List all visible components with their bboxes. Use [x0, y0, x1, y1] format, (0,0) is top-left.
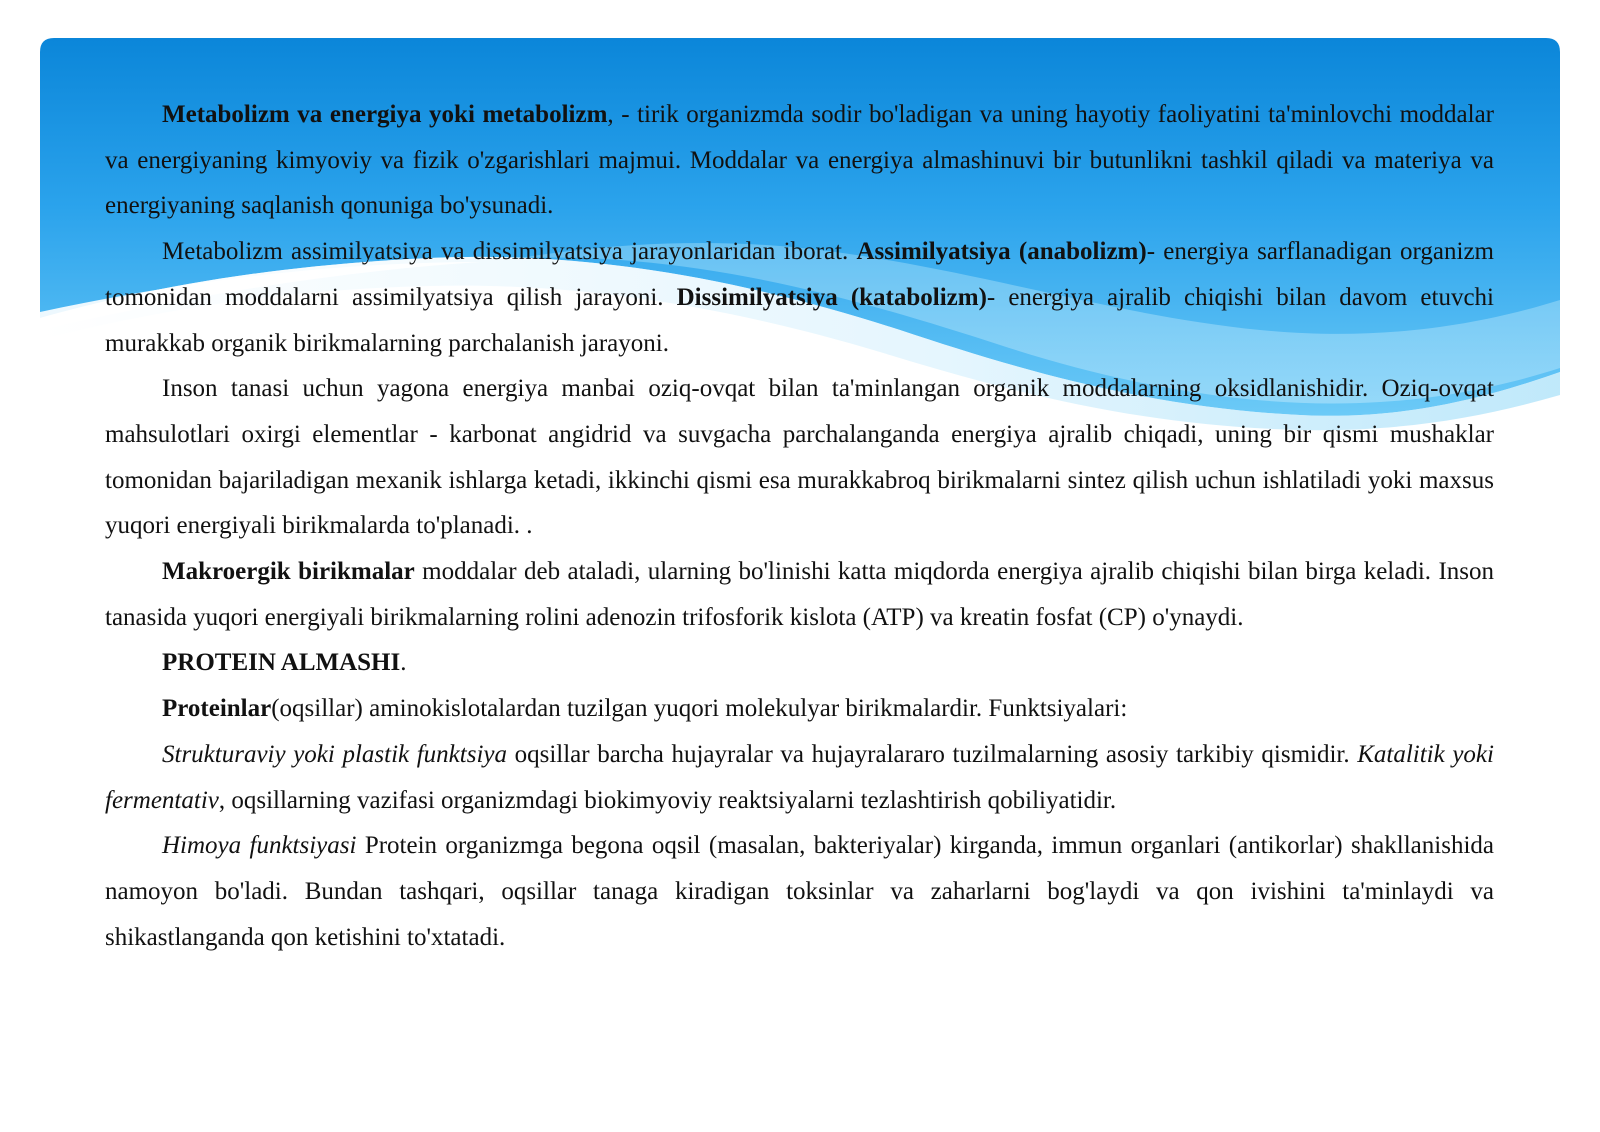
- text: - energiya sarflanadigan organizm tomonidan moddalarni assimilyatsiya qilish jarayoni.: [105, 238, 1495, 311]
- heading-text: PROTEIN ALMASHI: [162, 649, 401, 677]
- term-macroergic: Makroergik birikmalar: [162, 558, 415, 586]
- term-protective: Himoya funktsiyasi: [162, 832, 357, 860]
- term-catalytic: Katalitik yoki fermentativ: [105, 740, 1494, 814]
- term-metabolism: Metabolizm va energiya yoki metabolizm: [162, 101, 608, 128]
- article-body: [105, 92, 1494, 960]
- paragraph-assimilation-dissimilation: [105, 229, 1494, 366]
- text: Inson tanasi uchun yagona energiya manbai oziq-ovqat bilan ta'minlangan organik moddalarning oksidlanishidir. Oziq-ovqat mahsulotlari oxirgi elementlar - karbonat angidrid va suvgacha parchalanganda energiya ajralib chiqadi, uning bir qismi mushaklar tomonidan bajariladigan mexanik ishlarga ketadi, ikkinchi qismi esa murakkabroq birikmalarni sintez qilish uchun ishlatiladi yoki maxsus yuqori energiyali birikmalarda to'planadi. .: [105, 375, 1494, 540]
- section-heading-protein: [105, 640, 1494, 686]
- paragraph-proteins-intro: [105, 686, 1494, 732]
- text: Metabolizm assimilyatsiya va dissimilyatsiya jarayonlaridan iborat.: [162, 238, 857, 266]
- paragraph-protective-function: [105, 823, 1494, 960]
- text: moddalar deb ataladi, ularning bo'linishi katta miqdorda energiya ajralib chiqishi bilan birga keladi. Inson tanasida yuqori energiyali birikmalarning rolini adenozin trifosforik kislota (ATP) va kreatin fosfat (CP) o'ynaydi.: [105, 558, 1494, 631]
- paragraph-macroergic: [105, 549, 1494, 640]
- term-dissimilation: Dissimilyatsiya (katabolizm): [676, 283, 987, 311]
- term-assimilation: Assimilyatsiya (anabolizm): [856, 238, 1147, 266]
- text: , - tirik organizmda sodir bo'ladigan va uning hayotiy faoliyatini ta'minlovchi moddalar va energiyaning kimyoviy va fizik o'zgarishlari majmui. Moddalar va energiya almashinuvi bir butunlikni tashkil qiladi va materiya va energiyaning saqlanish qonuniga bo'ysunadi.: [105, 101, 1494, 220]
- term-proteins: Proteinlar: [162, 695, 272, 723]
- paragraph-energy-source: [105, 366, 1494, 549]
- text: .: [400, 649, 407, 677]
- text: , oqsillarning vazifasi organizmdagi biokimyoviy reaktsiyalarni tezlashtirish qobiliyatidir.: [218, 786, 1117, 814]
- paragraph-metabolism-definition: [105, 92, 1494, 229]
- term-structural: Strukturaviy yoki plastik funktsiya: [162, 740, 507, 768]
- text: - energiya ajralib chiqishi bilan davom etuvchi murakkab organik birikmalarning parchalanish jarayoni.: [105, 283, 1495, 357]
- text: (oqsillar) aminokislotalardan tuzilgan yuqori molekulyar birikmalardir. Funktsiyalari:: [271, 695, 1128, 723]
- text: Protein organizmga begona oqsil (masalan, bakteriyalar) kirganda, immun organlari (antikorlar) shakllanishida namoyon bo'ladi. Bundan tashqari, oqsillar tanaga kiradigan toksinlar va zaharlarni bog'laydi va qon ivishini ta'minlaydi va shikastlanganda qon ketishini to'xtatadi.: [105, 832, 1494, 951]
- paragraph-structural-function: [105, 732, 1494, 823]
- text: oqsillar barcha hujayralar va hujayralararo tuzilmalarning asosiy tarkibiy qismidir.: [507, 740, 1358, 768]
